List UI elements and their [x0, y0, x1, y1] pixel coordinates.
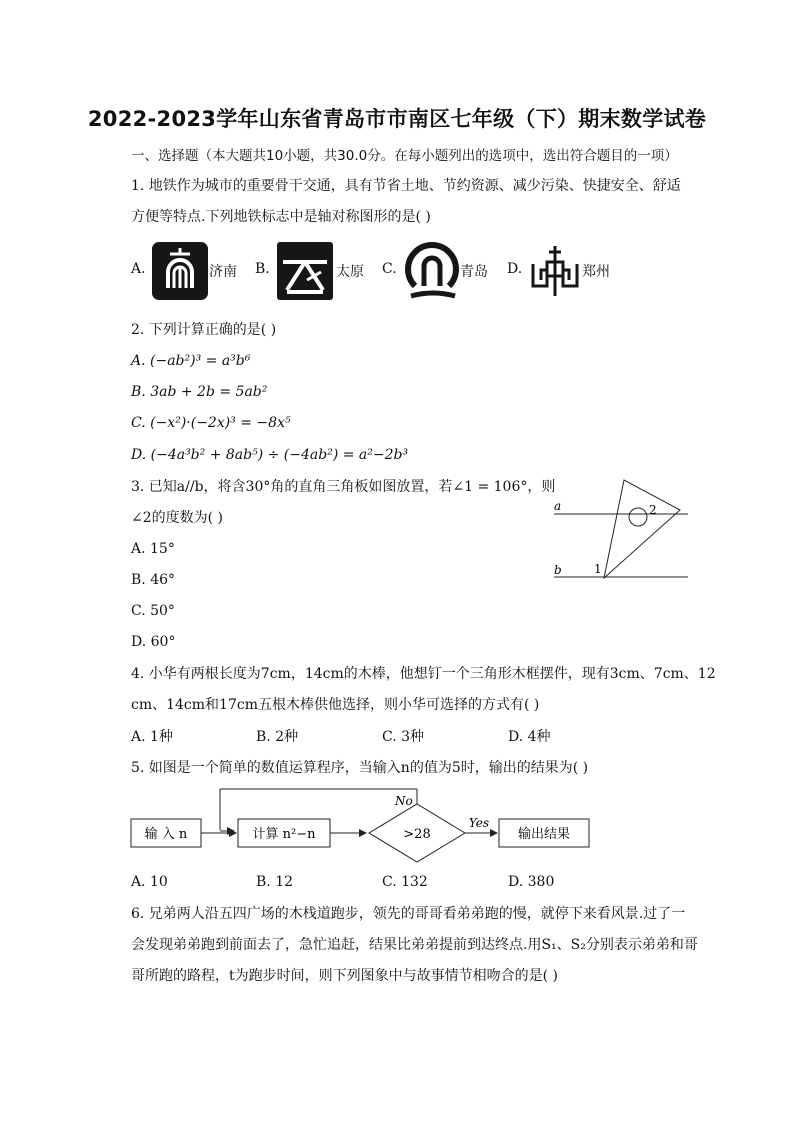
- q2-option-c: C. (−x²)·(−2x)³ = −8x⁵: [131, 415, 291, 431]
- zhengzhou-metro-logo-icon: [529, 242, 581, 300]
- q3-angle1-label: 1: [594, 562, 602, 576]
- q3-line1: 3. 已知a//b，将含30°角的直角三角板如图放置，若∠1 = 106°，则: [131, 479, 556, 495]
- q5-option-c: C. 132: [382, 874, 428, 890]
- q3-option-b: B. 46°: [131, 572, 176, 588]
- q2-option-d: D. (−4a³b² + 8ab⁵) ÷ (−4ab²) = a²−2b³: [131, 447, 409, 463]
- flow-input-label: 输 入 n: [144, 827, 188, 842]
- q3-option-a: A. 15°: [131, 541, 175, 557]
- q3-option-c: C. 50°: [131, 603, 175, 619]
- q1-option-letter: C.: [382, 261, 397, 277]
- flow-compute-label: 计算 n²−n: [252, 827, 316, 842]
- q1-option-label: 济南: [209, 264, 237, 280]
- q5-flowchart: [128, 784, 594, 864]
- q1-option-letter: B.: [255, 261, 270, 277]
- jinan-metro-logo-icon: [152, 242, 208, 300]
- taiyuan-metro-logo-icon: [277, 242, 333, 300]
- q1-option-letter: A.: [131, 261, 146, 277]
- flow-condition-label: >28: [403, 827, 431, 842]
- section-heading: 一、选择题（本大题共10小题，共30.0分。在每小题列出的选项中，选出符合题目的一项）: [131, 148, 678, 164]
- q1-option-label: 青岛: [460, 264, 488, 280]
- q5-option-b: B. 12: [256, 874, 294, 890]
- flow-no-label: No: [395, 794, 413, 808]
- q6-line3: 哥所跑的路程，t为跑步时间，则下列图象中与故事情节相吻合的是( ): [131, 968, 558, 984]
- q2-stem: 2. 下列计算正确的是( ): [131, 322, 277, 338]
- q1-line1: 1. 地铁作为城市的重要骨干交通，具有节省土地、节约资源、减少污染、快捷安全、舒适: [131, 178, 681, 194]
- q1-options: [131, 240, 651, 304]
- q4-option-d: D. 4种: [508, 729, 551, 745]
- q4-line2: cm、14cm和17cm五根木棒供他选择，则小华可选择的方式有( ): [131, 697, 540, 713]
- flow-output-label: 输出结果: [517, 827, 571, 842]
- q5-option-a: A. 10: [131, 874, 168, 890]
- q4-option-c: C. 3种: [382, 729, 425, 745]
- q4-option-a: A. 1种: [131, 729, 173, 745]
- q1-option-label: 太原: [336, 264, 364, 280]
- exam-title: 2022-2023学年山东省青岛市市南区七年级（下）期末数学试卷: [87, 107, 707, 131]
- q3-parallel-lines-figure: [548, 474, 693, 586]
- q1-line2: 方便等特点.下列地铁标志中是轴对称图形的是( ): [131, 209, 431, 225]
- qingdao-metro-logo-icon: [403, 240, 461, 302]
- q5-option-d: D. 380: [508, 874, 555, 890]
- q2-option-b: B. 3ab + 2b = 5ab²: [131, 384, 268, 400]
- q3-line2: ∠2的度数为( ): [131, 510, 224, 526]
- q2-option-a: A. (−ab²)³ = a³b⁶: [131, 353, 251, 369]
- q3-angle2-label: 2: [649, 503, 657, 517]
- q6-line2: 会发现弟弟跑到前面去了，急忙追赶，结果比弟弟提前到达终点.用S₁、S₂分别表示弟弟和哥: [131, 937, 698, 953]
- q3-line-a-label: a: [554, 499, 562, 513]
- q6-line1: 6. 兄弟两人沿五四广场的木栈道跑步，领先的哥哥看弟弟跑的慢，就停下来看风景.过了一: [131, 906, 686, 922]
- flow-yes-label: Yes: [468, 816, 490, 830]
- q1-option-letter: D.: [507, 261, 523, 277]
- q1-option-label: 郑州: [582, 264, 610, 280]
- q3-option-d: D. 60°: [131, 634, 176, 650]
- q4-option-b: B. 2种: [256, 729, 299, 745]
- q5-stem: 5. 如图是一个简单的数值运算程序，当输入n的值为5时，输出的结果为( ): [131, 760, 589, 776]
- q3-line-b-label: b: [554, 563, 562, 577]
- q4-line1: 4. 小华有两根长度为7cm，14cm的木棒，他想钉一个三角形木框摆件，现有3cm、7cm、12: [131, 666, 716, 682]
